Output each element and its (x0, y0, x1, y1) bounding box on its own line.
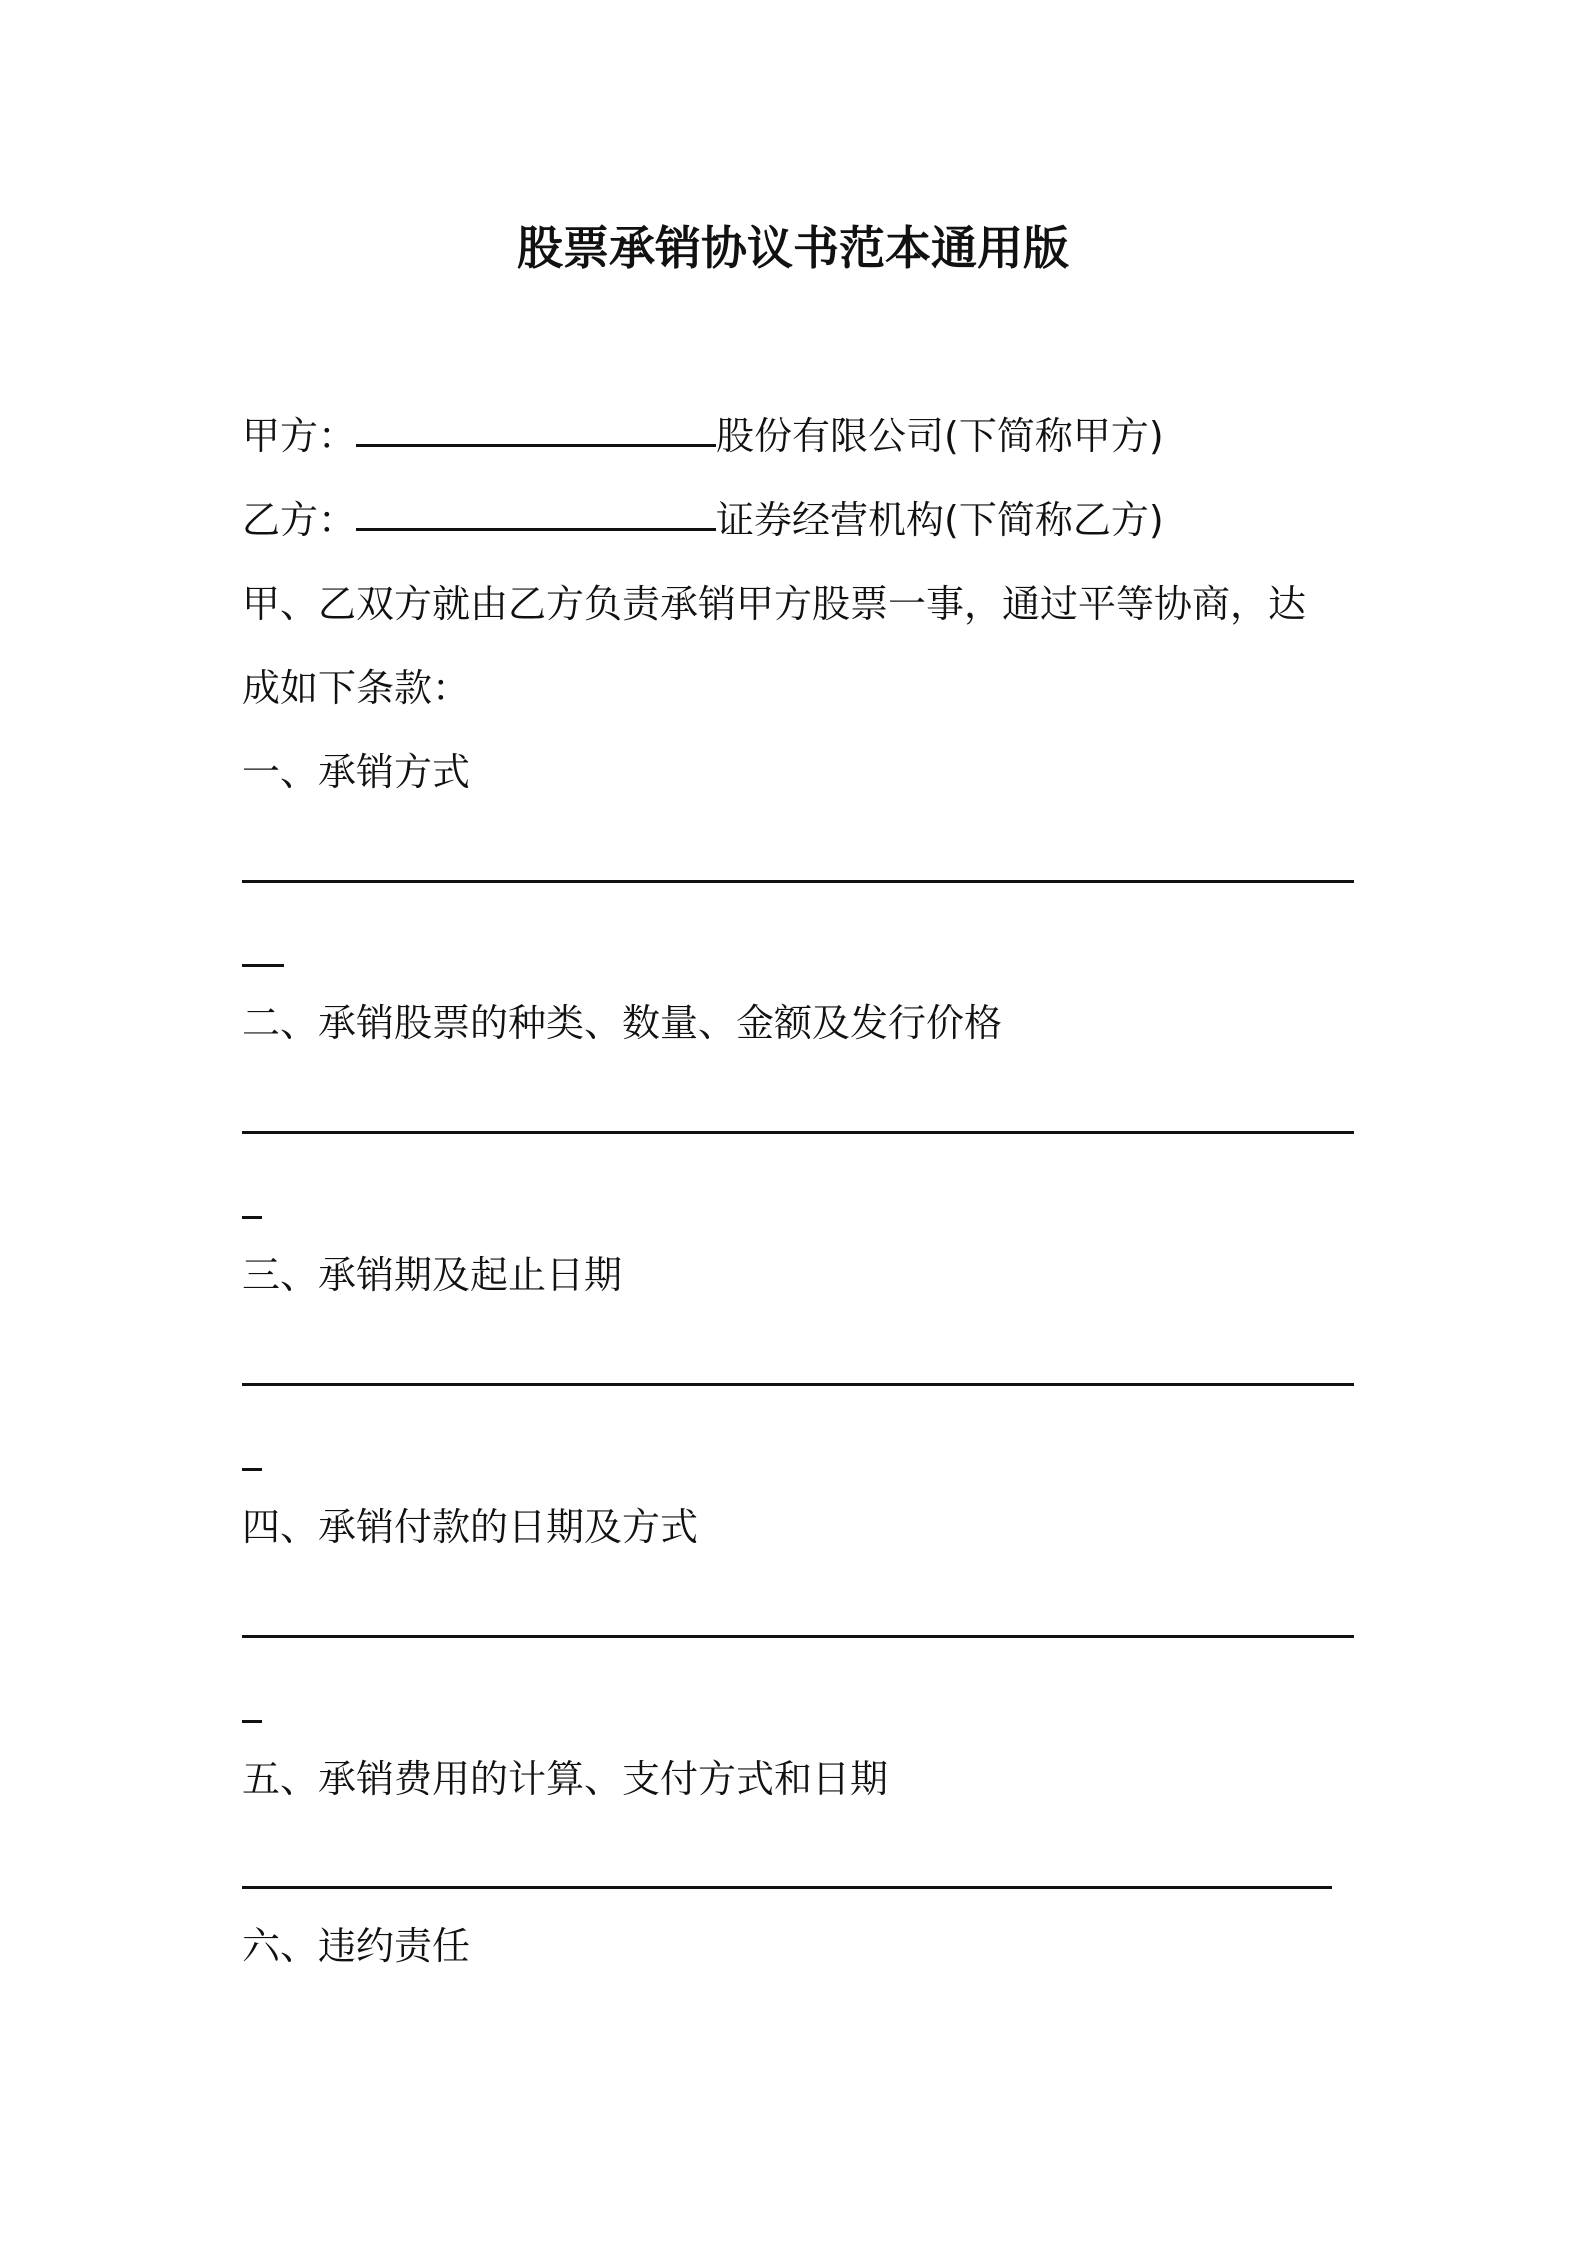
party-a-name-blank[interactable] (356, 444, 716, 447)
section-4-fill-line[interactable] (242, 1635, 1354, 1638)
party-b-label: 乙方： (242, 498, 357, 542)
party-b-name-blank[interactable] (356, 528, 716, 531)
section-6-heading: 六、违约责任 (242, 1924, 471, 1968)
intro-line-1: 甲、乙双方就由乙方负责承销甲方股票一事，通过平等协商，达 (242, 582, 1307, 626)
section-4-heading: 四、承销付款的日期及方式 (242, 1505, 699, 1549)
section-5-fill-line[interactable] (242, 1886, 1332, 1889)
intro-line-2: 成如下条款： (242, 666, 471, 710)
section-3-fill-line-tail[interactable] (242, 1468, 262, 1471)
section-1-fill-line[interactable] (242, 880, 1354, 883)
section-4-fill-line-tail[interactable] (242, 1720, 262, 1723)
document-title: 股票承销协议书范本通用版 (517, 221, 1069, 275)
section-5-heading: 五、承销费用的计算、支付方式和日期 (242, 1757, 889, 1801)
party-a-suffix: 股份有限公司(下简称甲方) (716, 414, 1164, 458)
party-a-label: 甲方： (242, 414, 357, 458)
section-1-heading: 一、承销方式 (242, 750, 471, 794)
party-a-line (242, 410, 1164, 462)
section-2-fill-line-tail[interactable] (242, 1216, 262, 1219)
section-3-heading: 三、承销期及起止日期 (242, 1253, 623, 1297)
section-2-fill-line[interactable] (242, 1131, 1354, 1134)
section-1-fill-line-tail[interactable] (242, 964, 284, 967)
section-2-heading: 二、承销股票的种类、数量、金额及发行价格 (242, 1001, 1003, 1045)
section-3-fill-line[interactable] (242, 1383, 1354, 1386)
party-b-line (242, 494, 1164, 546)
party-b-suffix: 证券经营机构(下简称乙方) (716, 498, 1164, 542)
